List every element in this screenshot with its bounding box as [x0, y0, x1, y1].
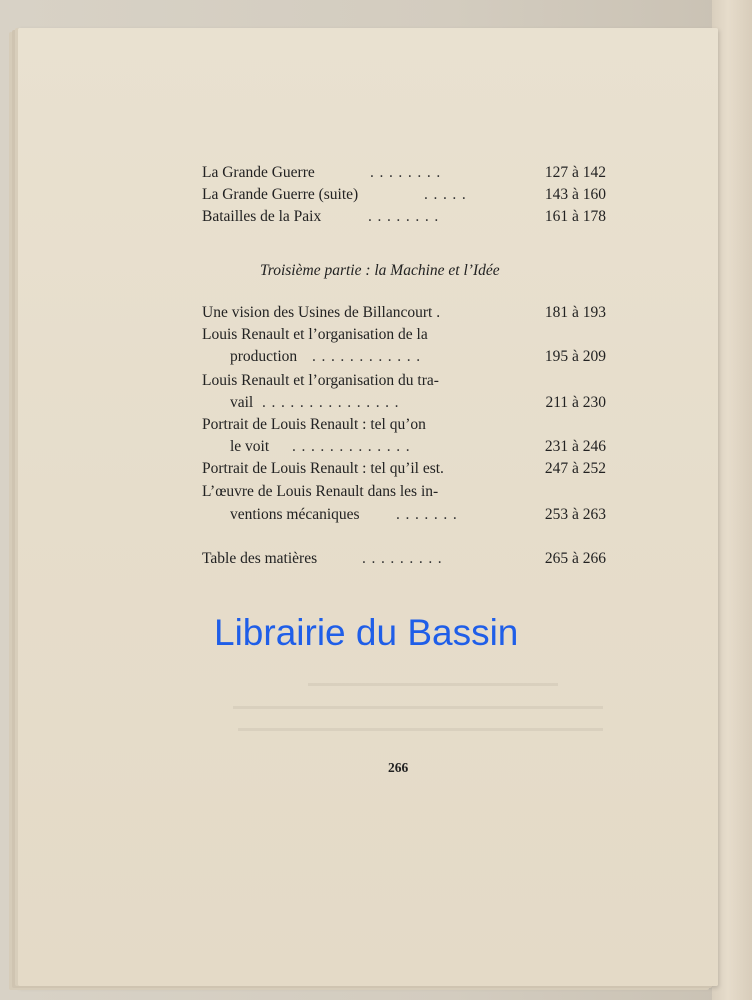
toc-entry-pages: 195 à 209: [544, 348, 606, 365]
toc-entry-pages: 143 à 160: [544, 186, 606, 203]
toc-entry-pages: 231 à 246: [544, 438, 606, 455]
toc-entry-line: [202, 346, 606, 368]
toc-entry-title: Louis Renault et l’organisation de la: [202, 326, 428, 343]
section-heading: Troisième partie : la Machine et l’Idée: [260, 262, 500, 279]
toc-entry-line: [202, 324, 606, 346]
toc-entry-title-continued: le voit: [230, 438, 270, 455]
show-through-line: [233, 706, 603, 709]
toc-entry: [202, 458, 606, 480]
toc-entry-line: [202, 392, 606, 414]
toc-entry-title-continued: vail: [230, 394, 254, 411]
watermark-text: Librairie du Bassin: [214, 612, 519, 653]
toc-entry-line: [202, 504, 606, 526]
toc-entry-pages: 127 à 142: [544, 164, 606, 181]
show-through-line: [238, 728, 603, 731]
toc-entry-pages: 161 à 178: [544, 208, 606, 225]
toc-entry: [202, 162, 606, 184]
leader-dots: .......: [396, 506, 463, 523]
toc-entry-title: Portrait de Louis Renault : tel qu’il est.: [202, 460, 444, 477]
toc-entry: [202, 548, 606, 570]
toc-entry-line: [202, 414, 606, 436]
show-through-line: [308, 683, 558, 686]
toc-entry-title: Batailles de la Paix: [202, 208, 322, 225]
toc-entry: [202, 302, 606, 324]
toc-entry-title-continued: production: [230, 348, 298, 365]
page-number: 266: [388, 760, 409, 775]
toc-entry-title-continued: ventions mécaniques: [230, 506, 360, 523]
toc-entry-line: [202, 370, 606, 392]
leader-dots: .....: [424, 186, 472, 203]
toc-entry-line: [202, 481, 606, 503]
toc-entry-line: [202, 436, 606, 458]
toc-entry-title: Portrait de Louis Renault : tel qu’on: [202, 416, 426, 433]
toc-entry-pages: 181 à 193: [544, 304, 606, 321]
toc-entry-pages: 265 à 266: [544, 550, 606, 567]
toc-entry-pages: 253 à 263: [544, 506, 606, 523]
toc-entry-pages: 211 à 230: [545, 394, 606, 411]
leader-dots: ...............: [262, 394, 405, 411]
toc-entry: [202, 206, 606, 228]
toc-entry-title: Table des matières: [202, 550, 318, 567]
leader-dots: ........: [368, 208, 444, 225]
toc-entry: [202, 184, 606, 206]
toc-entry-title: La Grande Guerre: [202, 164, 315, 181]
toc-entry-title: La Grande Guerre (suite): [202, 186, 359, 203]
leader-dots: .............: [292, 438, 416, 455]
leader-dots: ........: [370, 164, 446, 181]
leader-dots: ............: [312, 348, 426, 365]
next-page-edge: [712, 0, 752, 1000]
toc-entry-title: Une vision des Usines de Billancourt .: [202, 304, 441, 321]
leader-dots: .........: [362, 550, 448, 567]
toc-entry-title: Louis Renault et l’organisation du tra-: [202, 372, 439, 389]
toc-entry-pages: 247 à 252: [544, 460, 606, 477]
toc-entry-title: L’œuvre de Louis Renault dans les in-: [202, 483, 439, 500]
